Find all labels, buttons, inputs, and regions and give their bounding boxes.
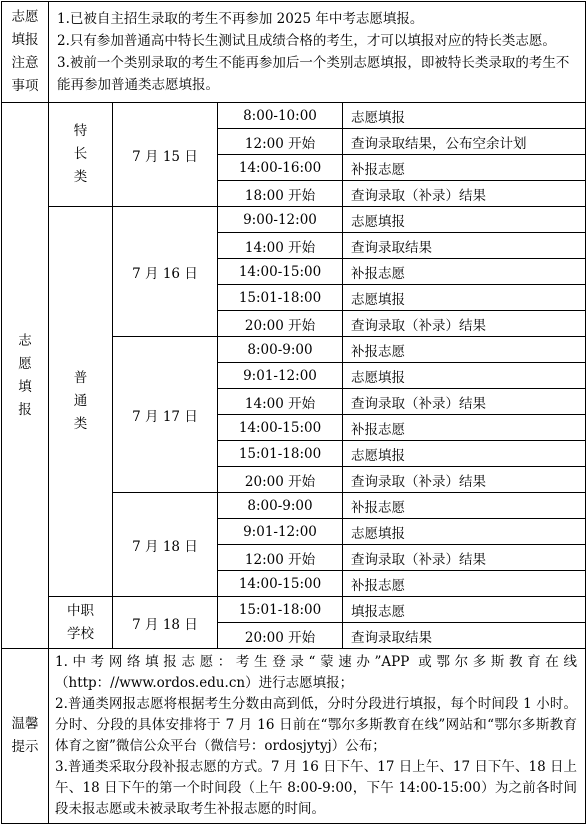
time-cell: 14:00-15:00 bbox=[218, 415, 343, 441]
note-line-1: 1.已被自主招生录取的考生不再参加 2025 年中考志愿填报。 bbox=[57, 11, 424, 27]
action-cell: 志愿填报 bbox=[343, 519, 586, 545]
action-cell: 补报志愿 bbox=[343, 337, 586, 363]
category-name-part: 通 bbox=[73, 393, 88, 409]
schedule-label-char: 报 bbox=[18, 401, 32, 418]
category-name-part: 特 bbox=[73, 123, 88, 139]
time-cell: 14:00 开始 bbox=[218, 233, 343, 259]
time-cell: 15:01-18:00 bbox=[218, 441, 343, 467]
category-label bbox=[49, 207, 113, 597]
schedule-row bbox=[2, 207, 586, 233]
time-cell: 18:00 开始 bbox=[218, 181, 343, 207]
time-cell: 8:00-10:00 bbox=[218, 103, 343, 129]
category-name-part: 长 bbox=[73, 146, 88, 162]
notes-label-line: 注意 bbox=[11, 55, 39, 71]
action-cell: 志愿填报 bbox=[343, 103, 586, 129]
action-cell: 查询录取（补录）结果 bbox=[343, 311, 586, 337]
time-cell: 9:01-12:00 bbox=[218, 519, 343, 545]
action-cell: 查询录取结果 bbox=[343, 233, 586, 259]
action-cell: 补报志愿 bbox=[343, 415, 586, 441]
category-label bbox=[49, 103, 113, 207]
time-cell: 14:00-15:00 bbox=[218, 259, 343, 285]
schedule-row bbox=[2, 597, 586, 623]
action-cell: 志愿填报 bbox=[343, 285, 586, 311]
notes-label-line: 志愿 bbox=[11, 9, 39, 25]
tips-row bbox=[2, 649, 586, 824]
notes-label-line: 填报 bbox=[11, 32, 39, 48]
category-name-part: 类 bbox=[73, 169, 88, 185]
date-cell: 7 月 17 日 bbox=[113, 337, 218, 493]
action-cell: 查询录取（补录）结果 bbox=[343, 389, 586, 415]
date-cell: 7 月 15 日 bbox=[113, 103, 218, 207]
tip-line-1: 1.中考网络填报志愿：考生登录“蒙速办”APP 或鄂尔多斯教育在线（http：//www.ordos.edu.cn）进行志愿填报； bbox=[55, 654, 578, 691]
action-cell: 补报志愿 bbox=[343, 571, 586, 597]
schedule-label bbox=[2, 103, 49, 649]
schedule-label-char: 志 bbox=[18, 332, 32, 349]
category-name-part: 中职 bbox=[67, 602, 94, 619]
tip-line-3: 3.普通类采取分段补报志愿的方式。7 月 16 日下午、17 日上午、17 日下午、18 日上午、18 日下午的第一个时间段（上午 8:00-9:00，下午 14:00-15:00）为之前各时间段未报志愿或未被录取考生补报志愿的时间。 bbox=[55, 759, 578, 817]
action-cell: 填报志愿 bbox=[343, 597, 586, 623]
action-cell: 查询录取（补录）结果 bbox=[343, 467, 586, 493]
time-cell: 9:01-12:00 bbox=[218, 363, 343, 389]
action-cell: 查询录取（补录）结果 bbox=[343, 545, 586, 571]
notes-label bbox=[2, 2, 49, 103]
time-cell: 8:00-9:00 bbox=[218, 337, 343, 363]
time-cell: 20:00 开始 bbox=[218, 311, 343, 337]
date-cell: 7 月 18 日 bbox=[113, 597, 218, 649]
action-cell: 查询录取结果 bbox=[343, 623, 586, 649]
category-label bbox=[49, 597, 113, 649]
schedule-label-char: 填 bbox=[18, 378, 32, 395]
category-name-part: 普 bbox=[73, 370, 88, 386]
time-cell: 14:00-15:00 bbox=[218, 571, 343, 597]
action-cell: 志愿填报 bbox=[343, 207, 586, 233]
time-cell: 20:00 开始 bbox=[218, 623, 343, 649]
schedule-row bbox=[2, 103, 586, 129]
date-cell: 7 月 18 日 bbox=[113, 493, 218, 597]
category-name-part: 类 bbox=[73, 416, 88, 432]
action-cell: 志愿填报 bbox=[343, 441, 586, 467]
note-line-3: 3.被前一个类别录取的考生不能再参加后一个类别志愿填报，即被特长类录取的考生不能再参加普通类志愿填报。 bbox=[57, 55, 570, 93]
note-line-2: 2.只有参加普通高中特长生测试且成绩合格的考生，才可以填报对应的特长类志愿。 bbox=[57, 33, 556, 49]
admission-schedule-table bbox=[1, 1, 586, 824]
category-name-part: 学校 bbox=[67, 625, 94, 642]
time-cell: 20:00 开始 bbox=[218, 467, 343, 493]
notes-row bbox=[2, 2, 586, 103]
action-cell: 补报志愿 bbox=[343, 155, 586, 181]
time-cell: 14:00 开始 bbox=[218, 389, 343, 415]
time-cell: 12:00 开始 bbox=[218, 129, 343, 155]
action-cell: 志愿填报 bbox=[343, 363, 586, 389]
action-cell: 查询录取（补录）结果 bbox=[343, 181, 586, 207]
table-body bbox=[2, 2, 586, 824]
notes-label-line: 事项 bbox=[11, 78, 39, 94]
action-cell: 查询录取结果，公布空余计划 bbox=[343, 129, 586, 155]
time-cell: 9:00-12:00 bbox=[218, 207, 343, 233]
tips-content bbox=[49, 649, 586, 824]
date-cell: 7 月 16 日 bbox=[113, 207, 218, 337]
tips-label-line: 提示 bbox=[11, 739, 39, 755]
tips-label bbox=[2, 649, 49, 824]
time-cell: 8:00-9:00 bbox=[218, 493, 343, 519]
time-cell: 15:01-18:00 bbox=[218, 597, 343, 623]
tip-line-2: 2.普通类网报志愿将根据考生分数由高到低，分时分段进行填报，每个时间段 1 小时。分时、分段的具体安排将于 7 月 16 日前在“鄂尔多斯教育在线”网站和“鄂尔多斯教育体育之窗”微信公众平台（微信号：ordosjytyj）公布； bbox=[55, 696, 578, 754]
schedule-label-char: 愿 bbox=[18, 355, 32, 372]
tips-label-line: 温馨 bbox=[11, 716, 39, 732]
time-cell: 15:01-18:00 bbox=[218, 285, 343, 311]
notes-content bbox=[49, 2, 586, 103]
time-cell: 14:00-16:00 bbox=[218, 155, 343, 181]
action-cell: 补报志愿 bbox=[343, 493, 586, 519]
action-cell: 补报志愿 bbox=[343, 259, 586, 285]
time-cell: 12:00 开始 bbox=[218, 545, 343, 571]
